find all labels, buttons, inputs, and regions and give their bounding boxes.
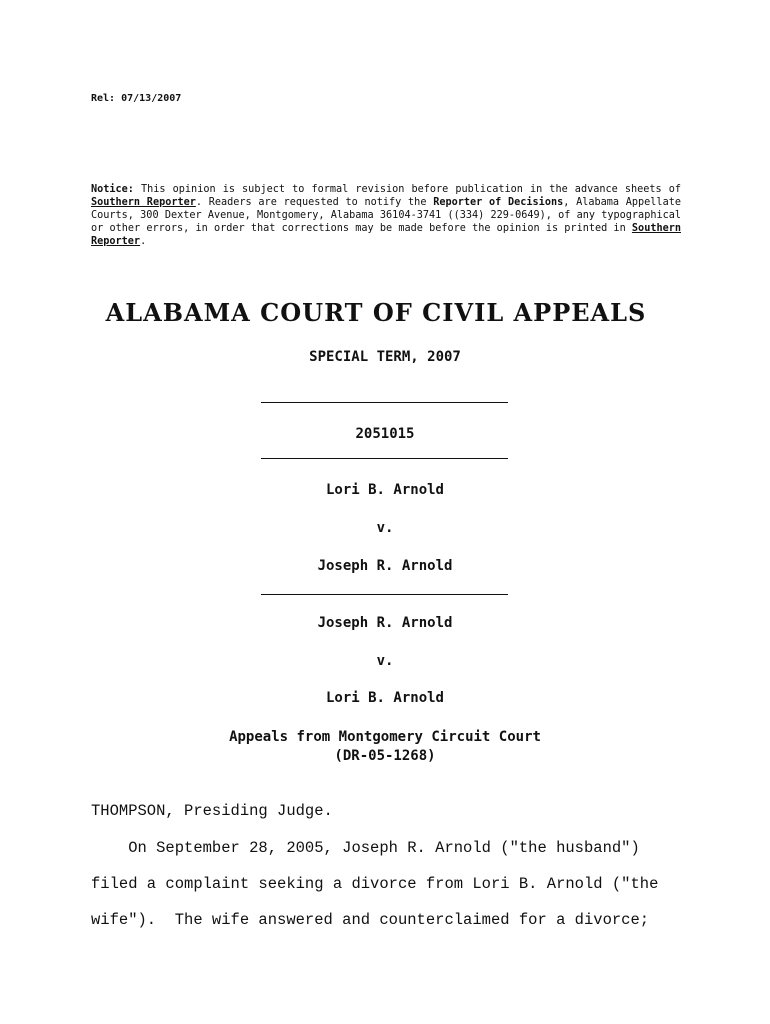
notice-text-3: , Alabama Appellate Courts, 300 Dexter Avenue, Montgomery, Alabama 36104-3741 ((334) 229-0649), of any typographical or other errors, in order that corrections may be made before the opinion is printed in <box>91 196 681 234</box>
case1-versus: v. <box>376 520 394 536</box>
court-title: ALABAMA COURT OF CIVIL APPEALS <box>105 298 647 327</box>
notice-label: Notice: <box>91 184 134 195</box>
notice-text-2: . Readers are requested to notify the <box>195 196 434 208</box>
southern-reporter-ref-2: Southern Reporter <box>91 222 681 247</box>
divider-rule-2 <box>261 458 508 459</box>
reporter-of-decisions: Reporter of Decisions <box>433 196 564 208</box>
notice-text-1: This opinion is subject to formal revision before publication in the advance sheets of <box>133 184 681 195</box>
southern-reporter-ref-1: Southern Reporter <box>91 196 196 208</box>
divider-rule-3 <box>261 594 508 595</box>
term: SPECIAL TERM, 2007 <box>309 349 461 365</box>
divider-rule-1 <box>261 402 508 403</box>
case1-party1: Lori B. Arnold <box>325 482 444 498</box>
body-line: filed a complaint seeking a divorce from Lori B. Arnold ("the <box>91 875 659 893</box>
docket-number: (DR-05-1268) <box>334 748 436 764</box>
notice-text-4: . <box>140 235 147 247</box>
publication-notice <box>91 184 681 249</box>
case2-party2: Lori B. Arnold <box>325 690 444 706</box>
release-date: Rel: 07/13/2007 <box>91 93 182 104</box>
body-line: On September 28, 2005, Joseph R. Arnold ("the husband") <box>91 839 640 857</box>
case1-party2: Joseph R. Arnold <box>317 558 453 574</box>
case2-party1: Joseph R. Arnold <box>317 615 453 631</box>
case2-versus: v. <box>376 653 394 669</box>
appeals-from: Appeals from Montgomery Circuit Court <box>229 729 541 745</box>
judge-line: THOMPSON, Presiding Judge. <box>91 802 333 820</box>
case-number: 2051015 <box>355 426 415 442</box>
body-line: wife"). The wife answered and counterclaimed for a divorce; <box>91 911 650 929</box>
